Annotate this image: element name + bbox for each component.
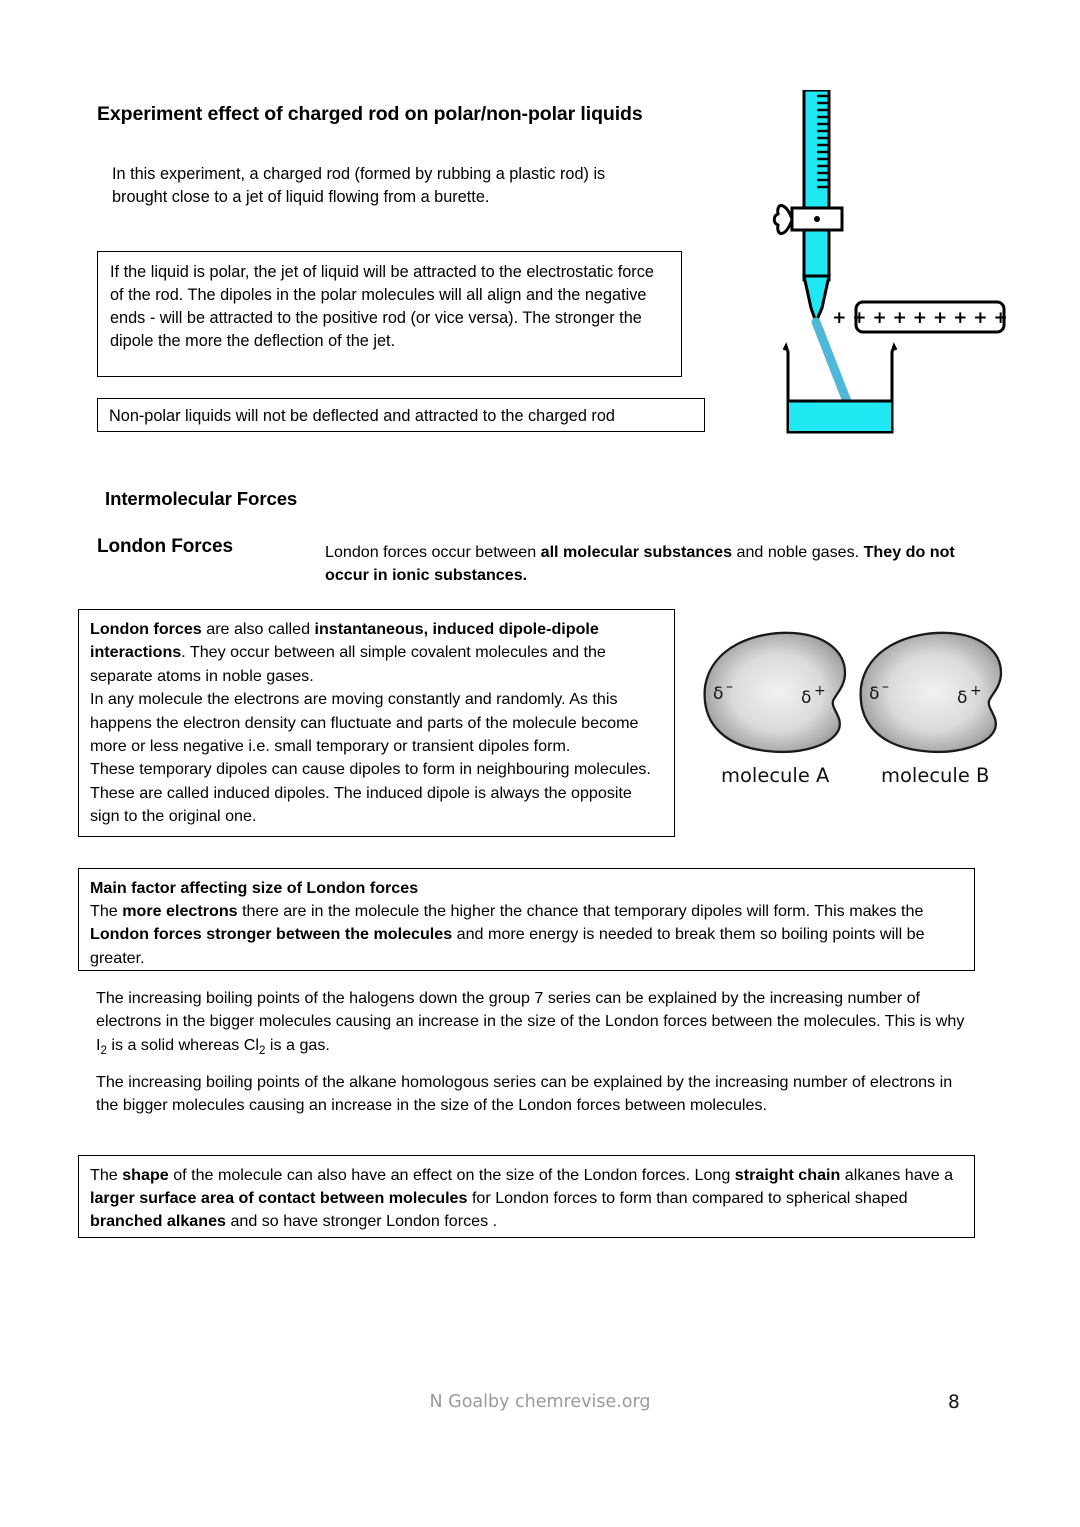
footer-credit: N Goalby chemrevise.org bbox=[429, 1392, 651, 1412]
non-polar-liquid-box: Non-polar liquids will not be deflected and attracted to the charged rod bbox=[97, 398, 705, 432]
shape-t4: for London forces to form than compared to spherical shaped bbox=[467, 1189, 908, 1208]
london-forces-lead-text bbox=[325, 541, 1001, 587]
shape-t2: of the molecule can also have an effect on the size of the London forces. Long bbox=[168, 1166, 735, 1184]
molecule-b-delta-positive: δ bbox=[957, 688, 968, 708]
london-box-bold1: London forces bbox=[90, 620, 202, 638]
london-box-bold2: instantaneous, induced dipole-dipole interactions bbox=[90, 620, 599, 662]
polar-liquid-box: If the liquid is polar, the jet of liquid will be attracted to the electrostatic force of the rod. The dipoles in the polar molecules will all align and the negative ends - will be attracted to the positive rod (or vice versa). The stronger the dipole the more the deflection of the jet. bbox=[97, 251, 682, 377]
halogen-sub2: 2 bbox=[259, 1044, 266, 1057]
london-lead-part1: London forces occur between bbox=[325, 543, 541, 561]
molecule-a-label: molecule A bbox=[721, 764, 830, 787]
molecule-a-delta-negative-sign: – bbox=[726, 679, 733, 695]
halogen-t3: is a gas. bbox=[265, 1035, 330, 1054]
molecule-b-delta-positive-sign: + bbox=[970, 683, 982, 699]
shape-bold1: shape bbox=[122, 1166, 169, 1184]
main-factor-t3: and more energy is needed to break them so boiling points will be greater. bbox=[90, 925, 925, 967]
shape-t3: alkanes have a bbox=[840, 1166, 954, 1184]
molecule-b-delta-negative-sign: – bbox=[882, 679, 889, 695]
halogen-sub1: 2 bbox=[100, 1044, 107, 1057]
burette-tap-pivot-icon bbox=[814, 216, 820, 222]
main-factor-heading: Main factor affecting size of London forces bbox=[90, 879, 419, 897]
halogen-boiling-points-paragraph bbox=[96, 987, 966, 1060]
london-lead-bold2: They do not occur in ionic substances. bbox=[325, 543, 955, 584]
shape-bold4: branched alkanes bbox=[90, 1212, 226, 1231]
halogen-t1: The increasing boiling points of the halogens down the group 7 series can be explained by the increasing number of electrons in the bigger molecules causing an increase in the size of the London forces between the molecules. This is why I bbox=[96, 989, 965, 1054]
london-box-t2: . They occur between all simple covalent molecules and the separate atoms in noble gases. bbox=[90, 643, 606, 685]
alkane-boiling-points-paragraph: The increasing boiling points of the alkane homologous series can be explained by the increasing number of electrons in the bigger molecules causing an increase in the size of the London forces between molecules. bbox=[96, 1073, 953, 1115]
charged-rod-charges: + + + + + + + + + + bbox=[832, 308, 1010, 328]
molecule-a-delta-positive-sign: + bbox=[814, 683, 826, 699]
main-factor-t2: there are in the molecule the higher the chance that temporary dipoles will form. This makes the bbox=[237, 902, 924, 921]
london-lead-part2: and noble gases. bbox=[732, 543, 864, 561]
shape-t5: and so have stronger London forces . bbox=[225, 1212, 498, 1231]
molecule-a-delta-positive: δ bbox=[801, 688, 812, 708]
heading-london-forces: London Forces bbox=[97, 536, 233, 557]
burette-tap-handle-icon bbox=[774, 206, 792, 234]
halogen-t2: is a solid whereas Cl bbox=[106, 1035, 259, 1054]
molecule-a-delta-negative: δ bbox=[713, 684, 724, 704]
molecule-shape-box bbox=[78, 1155, 975, 1238]
page-title: Experiment effect of charged rod on polar/non-polar liquids bbox=[97, 103, 643, 125]
main-factor-bold1: more electrons bbox=[122, 902, 238, 921]
beaker-liquid-icon bbox=[789, 401, 891, 431]
burette-tip-icon bbox=[804, 276, 829, 322]
main-factor-box bbox=[78, 868, 975, 971]
main-factor-t1: The bbox=[90, 902, 123, 921]
shape-bold2: straight chain bbox=[734, 1166, 841, 1184]
heading-intermolecular-forces: Intermolecular Forces bbox=[105, 488, 298, 509]
shape-t1: The bbox=[90, 1166, 123, 1184]
molecule-b-delta-negative: δ bbox=[869, 684, 880, 704]
main-factor-bold2: London forces stronger between the molecules bbox=[90, 925, 453, 944]
london-box-t3: In any molecule the electrons are moving constantly and randomly. As this happens the electron density can fluctuate and parts of the molecule become more or less negative i.e. small temporary or transient dipoles form. bbox=[90, 690, 639, 756]
footer-page-number: 8 bbox=[948, 1392, 960, 1413]
burette-svg bbox=[770, 90, 1010, 440]
molecule-b-label: molecule B bbox=[881, 764, 990, 787]
london-box-t4: These temporary dipoles can cause dipoles to form in neighbouring molecules. These are called induced dipoles. The induced dipole is always the opposite sign to the original one. bbox=[90, 760, 651, 826]
intro-paragraph: In this experiment, a charged rod (formed by rubbing a plastic rod) is brought close to a jet of liquid flowing from a burette. bbox=[112, 165, 606, 207]
shape-bold3: larger surface area of contact between molecules bbox=[90, 1189, 468, 1208]
london-forces-definition-box bbox=[78, 609, 675, 837]
london-lead-bold1: all molecular substances bbox=[540, 543, 733, 561]
burette-experiment-diagram bbox=[770, 90, 1010, 440]
london-box-t1: are also called bbox=[201, 620, 315, 638]
induced-dipole-molecules-diagram bbox=[693, 625, 1013, 795]
